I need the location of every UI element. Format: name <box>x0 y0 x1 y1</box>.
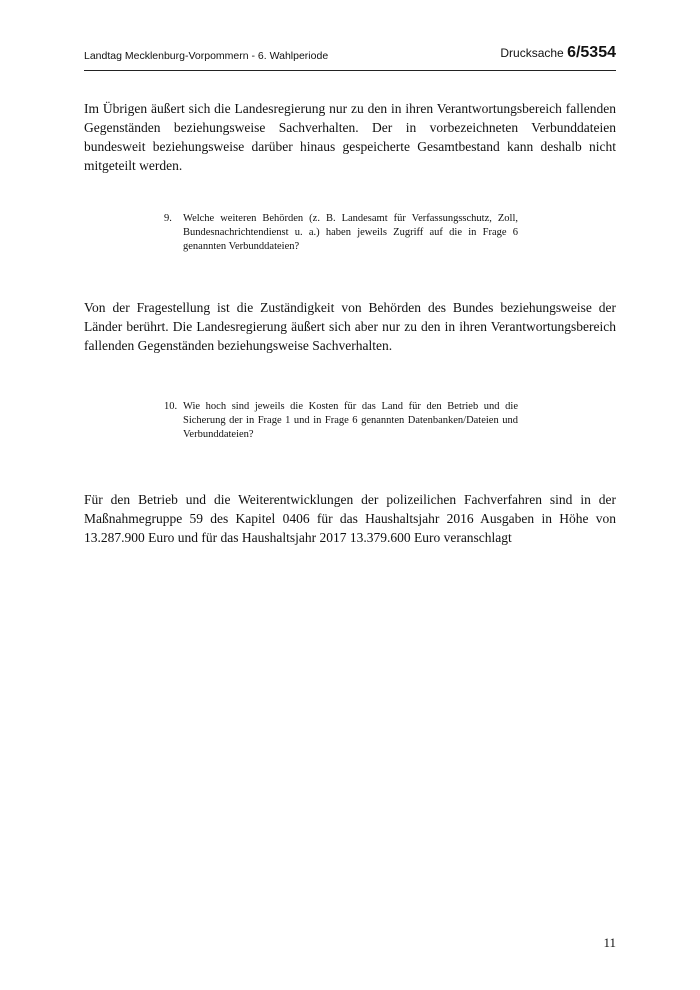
question-9-number: 9. <box>164 213 172 224</box>
question-9-text: Welche weiteren Behörden (z. B. Landesamt für Verfassungsschutz, Zoll, Bundesnachrichtendienst u. a.) haben jeweils Zugriff auf die in Frage 6 genannten Verbunddateien? <box>183 213 518 252</box>
page-header <box>84 40 616 66</box>
header-drucksache-number: 6/5354 <box>567 44 616 61</box>
question-10-text: Wie hoch sind jeweils die Kosten für das Land für den Betrieb und die Sicherung der in Frage 1 und in Frage 6 genannten Datenbanken/Dateien und Verbunddateien? <box>183 401 518 440</box>
header-document-reference <box>500 44 616 62</box>
answer-paragraph-8: Im Übrigen äußert sich die Landesregierung nur zu den in ihren Verantwortungsbereich fallenden Gegenständen beziehungsweise Sachverhalten. Der in vorbezeichneten Verbunddateien bundesweit beziehungsweise darüber hinaus gespeicherte Gesamtbestand kann deshalb nicht mitgeteilt werden. <box>84 101 616 173</box>
answer-paragraph-10: Für den Betrieb und die Weiterentwicklungen der polizeilichen Fachverfahren sind in der Maßnahmegruppe 59 des Kapitel 0406 für das Haushaltsjahr 2016 Ausgaben in Höhe von 13.287.900 Euro und für das Haushaltsjahr 2017 13.379.600 Euro veranschlagt <box>84 492 616 545</box>
header-divider <box>84 70 616 71</box>
header-parliament-title: Landtag Mecklenburg-Vorpommern - 6. Wahlperiode <box>84 50 329 62</box>
answer-paragraph-9: Von der Fragestellung ist die Zuständigkeit von Behörden des Bundes beziehungsweise der Länder berührt. Die Landesregierung äußert sich aber nur zu den in ihren Verantwortungsbereich fallenden Gegenständen beziehungsweise Sachverhalten. <box>84 300 616 353</box>
page-number: 11 <box>603 935 616 950</box>
question-9 <box>164 212 518 254</box>
header-drucksache-label: Drucksache <box>500 46 568 60</box>
question-10 <box>164 400 518 442</box>
question-10-number: 10. <box>164 401 178 412</box>
